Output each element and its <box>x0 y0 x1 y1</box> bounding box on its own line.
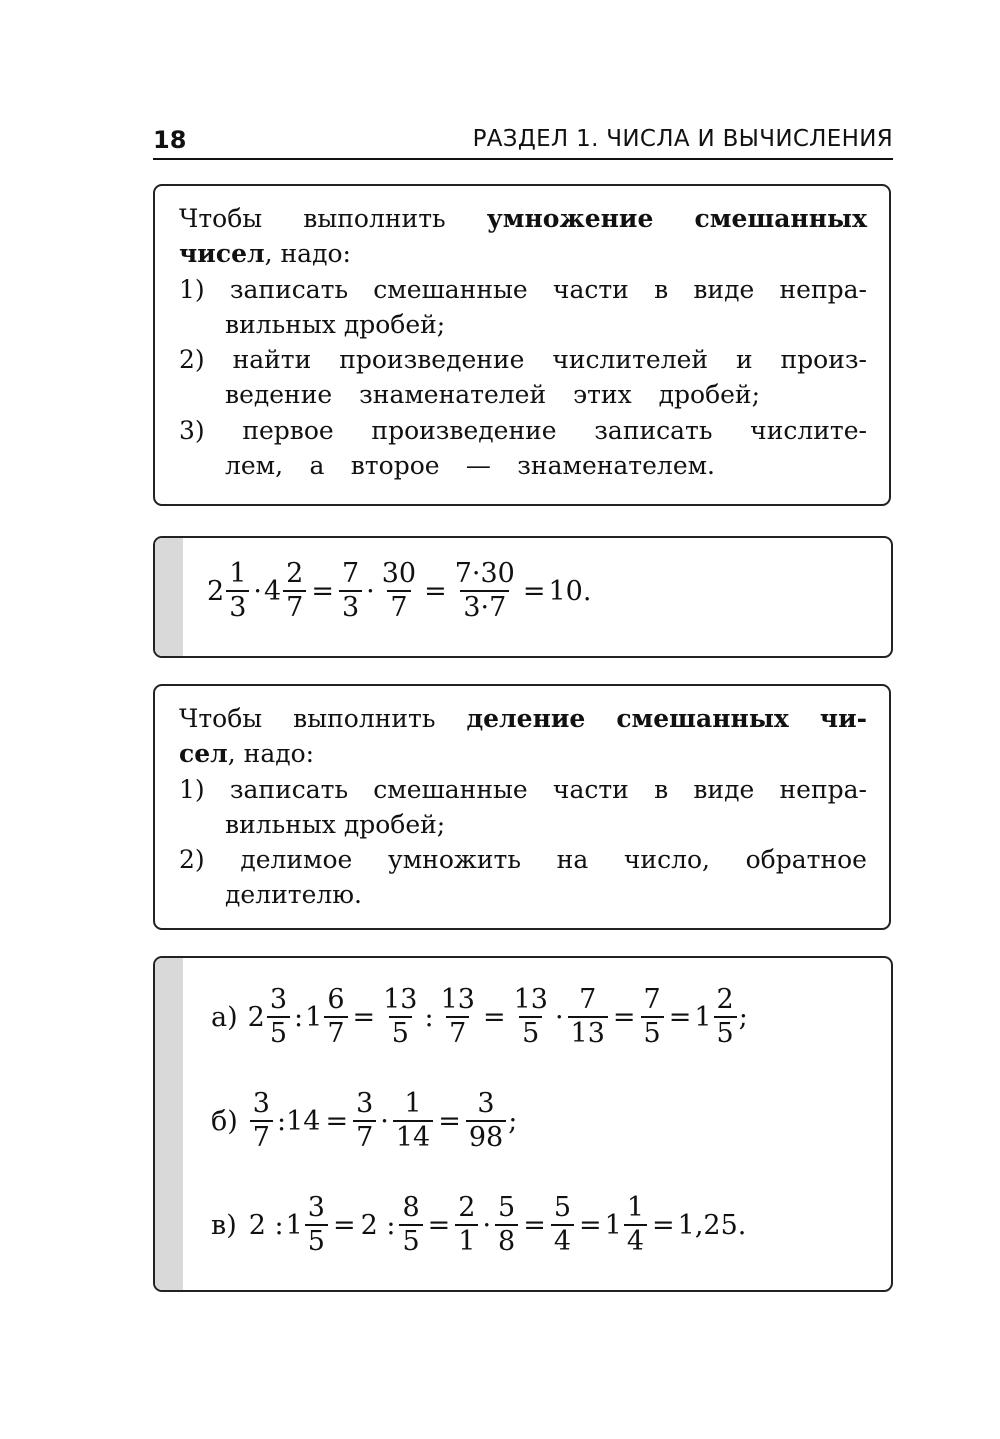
fraction: $\frac{3}{5}$ <box>267 986 290 1049</box>
rule-step-3-cont: лем, а второе — знаменателем. <box>225 451 716 481</box>
fraction: $\frac{7}{5}$ <box>641 986 664 1049</box>
fraction: $\frac{7}{3}$ <box>339 560 362 623</box>
fraction: $\frac{2}{5}$ <box>714 986 737 1049</box>
fraction: $\frac{7\cdot 30}{3\cdot 7}$ <box>454 558 515 624</box>
rule-step-2-cont: ведение знаменателей этих дробей; <box>225 380 761 410</box>
rule-line: сел, надо: <box>179 739 315 769</box>
rule-line: Чтобы выполнить умножение смешанных <box>179 204 867 233</box>
fraction: $\frac{1}{3}$ <box>226 560 249 623</box>
rule-line: чисел, надо: <box>179 239 351 269</box>
division-equation-a: а) 2 $\frac{3}{5}$ : 1 $\frac{6}{7}$ = $\frac{13}{5}$ : $\frac{13}{7}$ = $\frac{13}{5}$ · $\frac{7}{13}$ = $\frac{7}{5}$ = 1 $\frac{2}{5}$ ; <box>211 984 748 1050</box>
fraction: $\frac{1}{4}$ <box>624 1194 647 1257</box>
fraction: $\frac{30}{7}$ <box>381 558 417 624</box>
fraction: $\frac{13}{5}$ <box>383 984 418 1050</box>
example-marker-bar <box>155 958 183 1290</box>
division-equation-b: б) $\frac{3}{7}$ :14 = $\frac{3}{7}$ · $\frac{1}{14}$ = $\frac{3}{98}$ ; <box>211 1088 518 1154</box>
fraction: $\frac{5}{8}$ <box>495 1194 518 1257</box>
fraction: $\frac{3}{98}$ <box>466 1090 506 1153</box>
rule-line: Чтобы выполнить деление смешанных чи- <box>179 704 867 733</box>
fraction: $\frac{2}{1}$ <box>455 1194 478 1257</box>
rule-division-box <box>153 684 891 930</box>
fraction: $\frac{6}{7}$ <box>324 986 347 1049</box>
rule-step-1: 1) записать смешанные части в виде непра- <box>179 274 867 304</box>
fraction: $\frac{3}{7}$ <box>353 1090 376 1153</box>
fraction: $\frac{7}{13}$ <box>568 986 608 1049</box>
rule-step-2-cont: делителю. <box>225 880 362 910</box>
multiplication-equation: 2 $\frac{1}{3}$ · 4 $\frac{2}{7}$ = $\frac{7}{3}$ · $\frac{30}{7}$ = $\frac{7\cdot 30}{3\cdot 7}$ = 10. <box>207 558 592 624</box>
page-number: 18 <box>153 126 187 154</box>
rule-step-1: 1) записать смешанные части в виде непра- <box>179 774 867 804</box>
rule-multiplication-box <box>153 184 891 506</box>
fraction: $\frac{8}{5}$ <box>399 1194 422 1257</box>
fraction: $\frac{5}{4}$ <box>551 1194 574 1257</box>
rule-step-2: 2) найти произведение числителей и произ- <box>179 345 867 375</box>
fraction: $\frac{2}{7}$ <box>283 560 306 623</box>
rule-step-3: 3) первое произведение записать числите- <box>179 415 867 445</box>
section-title: РАЗДЕЛ 1. ЧИСЛА И ВЫЧИСЛЕНИЯ <box>472 126 893 152</box>
fraction: $\frac{3}{7}$ <box>250 1090 273 1153</box>
fraction: $\frac{3}{5}$ <box>305 1194 328 1257</box>
rule-step-2: 2) делимое умножить на число, обратное <box>179 845 867 875</box>
rule-step-1-cont: вильных дробей; <box>225 309 446 339</box>
fraction: $\frac{13}{7}$ <box>440 984 475 1050</box>
fraction: $\frac{13}{5}$ <box>513 984 548 1050</box>
fraction: $\frac{1}{14}$ <box>393 1090 433 1153</box>
page-header <box>153 124 893 160</box>
division-equation-c: в) 2 : 1 $\frac{3}{5}$ = 2 : $\frac{8}{5}$ = $\frac{2}{1}$ · $\frac{5}{8}$ = $\frac{5}{4}$ = 1 $\frac{1}{4}$ = 1,25. <box>211 1192 747 1258</box>
example-multiplication-box <box>153 536 893 658</box>
rule-step-1-cont: вильных дробей; <box>225 809 446 839</box>
example-marker-bar <box>155 538 183 656</box>
example-division-box <box>153 956 893 1292</box>
